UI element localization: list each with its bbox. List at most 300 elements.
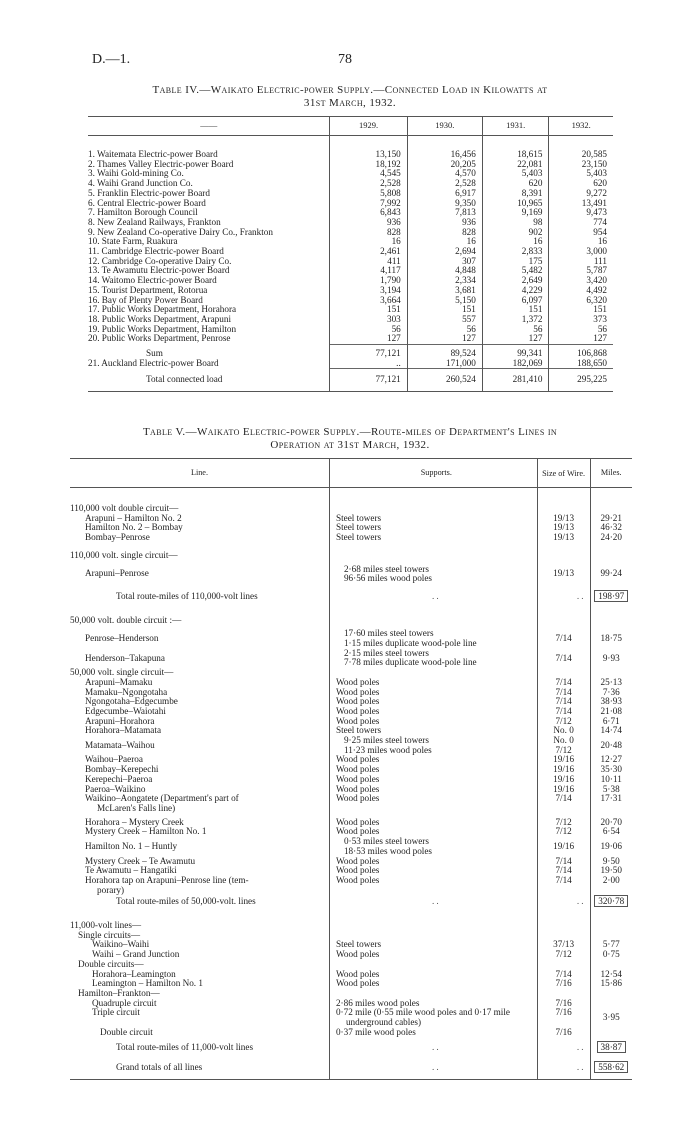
table5-supports: 2·86 miles wood poles xyxy=(329,999,537,1009)
table4-cell: 16 xyxy=(549,237,613,247)
table5-supports: Wood poles xyxy=(329,678,537,688)
table5-supports: Steel towers xyxy=(329,940,537,950)
table5-wire-size: 19/16 xyxy=(537,785,590,795)
table4-cell: 23,150 xyxy=(549,160,613,170)
table4-cell: 3,194 xyxy=(330,286,407,296)
table4-cell: 936 xyxy=(330,218,407,228)
leader-dots: .. xyxy=(576,896,586,907)
table5-line-name: Quadruple circuit xyxy=(92,997,157,1008)
table4-cell: 16 xyxy=(407,237,482,247)
table4-row xyxy=(88,334,613,344)
table5-line-name: Mystery Creek – Hamilton No. 1 xyxy=(85,826,207,837)
table5-line-name: Horahora – Mystery Creek xyxy=(85,816,184,827)
table5-miles: 9·50 xyxy=(590,857,632,867)
table5-wire-part: No. 0 xyxy=(553,735,574,746)
table5-section-label: Hamilton–Frankton— xyxy=(78,987,160,998)
table5-miles: 20·48 xyxy=(590,736,632,755)
table4-row-label: 4. Waihi Grand Junction Co. xyxy=(88,178,193,189)
table5-line-part: porary) xyxy=(97,884,125,895)
table5-supports: Wood poles xyxy=(329,979,537,989)
table5-wire-size: 19/16 xyxy=(537,755,590,765)
table5-empty-cell xyxy=(329,584,537,608)
table5-miles: 5·77 xyxy=(590,940,632,950)
table5-empty-cell xyxy=(537,1057,590,1079)
table4-cell: 1,790 xyxy=(330,276,407,286)
table5-line-name: Double circuit xyxy=(100,1026,153,1037)
table5-wire-size: 7/14 xyxy=(537,649,590,668)
leader-dots: .. xyxy=(432,896,441,907)
table5-empty-cell xyxy=(329,608,537,626)
table5-wire-size: 7/16 xyxy=(537,999,590,1009)
table4-cell: 9,169 xyxy=(482,208,549,218)
table5-miles: 99·24 xyxy=(590,561,632,584)
table5-miles: 12·54 xyxy=(590,970,632,980)
table4-row-label: 6. Central Electric-power Board xyxy=(88,197,206,208)
table4-row-label: 19. Public Works Department, Hamilton xyxy=(88,323,237,334)
table5-line-name: Arapuni–Penrose xyxy=(85,568,149,579)
table4-cell: 151 xyxy=(330,305,407,315)
table5-empty-cell xyxy=(537,911,590,931)
table5-miles: 25·13 xyxy=(590,678,632,688)
table4-cell: 2,833 xyxy=(482,247,549,257)
table5-line-part: Horahora tap on Arapuni–Penrose line (tem- xyxy=(85,874,249,885)
table4-row-label: 9. New Zealand Co-operative Dairy Co., Frankton xyxy=(88,226,273,237)
table5-row xyxy=(70,794,632,813)
table5-line-name: Waikino–Waihi xyxy=(92,939,150,950)
table4-cell: 3,000 xyxy=(549,247,613,257)
table5-line-name: Hamilton No. 1 – Huntly xyxy=(85,840,178,851)
table5-empty-cell xyxy=(537,608,590,626)
table4-row xyxy=(88,136,613,160)
table5-empty-cell xyxy=(329,1057,537,1079)
table5-total-row xyxy=(70,1057,632,1079)
table5-miles: 9·93 xyxy=(590,649,632,668)
table5-row xyxy=(70,950,632,960)
table5-section-label: Single circuits— xyxy=(78,929,141,940)
table4-cell: 411 xyxy=(330,257,407,267)
table5-wire-size: 19/13 xyxy=(537,533,590,543)
table4-row-label: 2. Thames Valley Electric-power Board xyxy=(88,158,234,169)
table4-row-label: 1. Waitemata Electric-power Board xyxy=(88,149,218,159)
table4-cell: 4,545 xyxy=(330,169,407,179)
table5-total-label: Grand totals of all lines xyxy=(70,1057,329,1079)
table4-cell: 127 xyxy=(549,334,613,344)
table4-sum-row xyxy=(88,345,613,359)
table4-cell: 954 xyxy=(549,228,613,238)
table5-line-name: Waihou–Paeroa xyxy=(85,754,143,765)
table5-wire-size: 19/13 xyxy=(537,523,590,533)
table5-empty-cell xyxy=(537,1037,590,1057)
table4-cell: 171,000 xyxy=(407,359,482,369)
table5-line-name: Te Awamutu – Hangatiki xyxy=(85,865,177,876)
table5-section-label: 110,000 volt double circuit— xyxy=(70,503,179,513)
table5-supports-part: underground cables) xyxy=(345,1017,422,1028)
table4-cell: 2,649 xyxy=(482,276,549,286)
table4-row-label: 8. New Zealand Railways, Frankton xyxy=(88,216,221,227)
page-code: D.—1. xyxy=(92,52,131,67)
table5-empty-cell xyxy=(590,911,632,931)
table5-supports-part: 0·53 miles steel towers xyxy=(343,836,429,847)
table5-miles: 3·95 xyxy=(590,1008,632,1027)
table5-empty-cell xyxy=(537,543,590,561)
table5-line-name: Arapuni – Hamilton No. 2 xyxy=(85,512,182,523)
table4-row-label: 17. Public Works Department, Horahora xyxy=(88,304,237,315)
table4-cell: 106,868 xyxy=(549,345,613,359)
table5-miles: 21·08 xyxy=(590,707,632,717)
table4-year-header: 1929. xyxy=(330,117,407,136)
table4-cell: 151 xyxy=(549,305,613,315)
table4-cell: 936 xyxy=(407,218,482,228)
table5-row xyxy=(70,561,632,584)
table5-supports-part: 9·25 miles steel towers xyxy=(343,735,429,746)
table5-wire-size: 7/14 xyxy=(537,876,590,895)
table5-empty-cell xyxy=(329,911,537,931)
table5-supports-header: Supports. xyxy=(329,459,537,488)
table5-row xyxy=(70,814,632,828)
table5-supports xyxy=(329,837,537,856)
table4-row-label: Total connected load xyxy=(88,369,330,392)
table4-cell: 9,350 xyxy=(407,199,482,209)
leader-dots: .. xyxy=(576,1062,586,1073)
table5-empty-cell xyxy=(537,488,590,514)
table4-cell: 557 xyxy=(407,315,482,325)
table4-cell: 99,341 xyxy=(482,345,549,359)
table5-total-value: 558·62 xyxy=(594,1061,628,1073)
table5-wire-size: 7/12 xyxy=(537,814,590,828)
table4-cell: 20,585 xyxy=(549,136,613,160)
table4-cell: 5,787 xyxy=(549,266,613,276)
table5-miles-header: Miles. xyxy=(590,459,632,488)
table5-supports: Wood poles xyxy=(329,785,537,795)
table5-miles: 29·21 xyxy=(590,514,632,524)
table5-supports: 0·37 mile wood poles xyxy=(329,1028,537,1038)
table4-cell: 9,473 xyxy=(549,208,613,218)
table5-wire-size: 19/16 xyxy=(537,765,590,775)
table4-cell: 5,150 xyxy=(407,296,482,306)
table5-wire-size: 7/14 xyxy=(537,857,590,867)
table5-wire-header: Size of Wire. xyxy=(537,459,590,488)
table5-miles: 0·75 xyxy=(590,950,632,960)
table5-miles: 24·20 xyxy=(590,533,632,543)
table5-line-name: Paeroa–Waikino xyxy=(85,783,146,794)
table5-body xyxy=(70,488,632,1080)
table5-supports-part: 7·78 miles duplicate wood-pole line xyxy=(343,657,477,668)
table5-total-miles xyxy=(590,895,632,911)
table5-line-name xyxy=(70,876,329,895)
table4-cell: 620 xyxy=(482,179,549,189)
table5-wire-size: 7/14 xyxy=(537,794,590,813)
table5-line-name: Mystery Creek – Te Awamutu xyxy=(85,855,196,866)
table4-cell: 4,492 xyxy=(549,286,613,296)
table5-total-row xyxy=(70,1037,632,1057)
table5-miles: 6·71 xyxy=(590,717,632,727)
table5-wire-size: 37/13 xyxy=(537,940,590,950)
table5-row xyxy=(70,736,632,755)
table5-total-miles xyxy=(590,584,632,608)
table4-cell: 127 xyxy=(407,334,482,344)
table4-cell: 56 xyxy=(330,325,407,335)
table4-cell: 6,320 xyxy=(549,296,613,306)
table5-line-name: Ngongotaha–Edgecumbe xyxy=(85,696,178,707)
table5-miles: 14·74 xyxy=(590,726,632,736)
table4-cell: 5,482 xyxy=(482,266,549,276)
table4-cell: 18,192 xyxy=(330,160,407,170)
table5-line-name: Penrose–Henderson xyxy=(85,633,159,644)
table4-row-label: 11. Cambridge Electric-power Board xyxy=(88,246,224,257)
table5-line-header: Line. xyxy=(70,459,329,488)
table4-row-label: 20. Public Works Department, Penrose xyxy=(88,333,231,344)
table5-line-name: Henderson–Takapuna xyxy=(85,652,165,663)
table5-supports: Wood poles xyxy=(329,827,537,837)
table4-cell: 18,615 xyxy=(482,136,549,160)
table5-miles: 2·00 xyxy=(590,876,632,895)
table5-line-name xyxy=(70,794,329,813)
table5-wire-size: 19/13 xyxy=(537,561,590,584)
table5-supports xyxy=(329,736,537,755)
table4-row-label: 7. Hamilton Borough Council xyxy=(88,207,198,218)
table4-cell: 182,069 xyxy=(482,359,549,369)
table4-cell: 2,461 xyxy=(330,247,407,257)
table5-wire-size: No. 0 xyxy=(537,726,590,736)
table5-total-label: Total route-miles of 110,000-volt lines xyxy=(116,590,258,601)
table5-section-heading xyxy=(70,608,632,626)
table5-line-name: Leamington – Hamilton No. 1 xyxy=(92,978,203,989)
table5-row xyxy=(70,533,632,543)
table4-cell: 303 xyxy=(330,315,407,325)
table4-year-header: 1930. xyxy=(407,117,482,136)
table4-cell: 6,917 xyxy=(407,189,482,199)
table5-empty-cell xyxy=(537,895,590,911)
table5-miles: 17·31 xyxy=(590,794,632,813)
table4-cell: 6,843 xyxy=(330,208,407,218)
table5-miles: 6·54 xyxy=(590,827,632,837)
table4-cell: 4,848 xyxy=(407,266,482,276)
table4-cell: 16 xyxy=(482,237,549,247)
table5-supports: Steel towers xyxy=(329,523,537,533)
table5-supports-part: 2·68 miles steel towers xyxy=(343,563,429,574)
table4-cell: 2,528 xyxy=(330,179,407,189)
table4-cell: 2,694 xyxy=(407,247,482,257)
table5-empty-cell xyxy=(590,543,632,561)
table4-title-line2: 31st March, 1932. xyxy=(303,97,397,109)
table5-miles: 18·75 xyxy=(590,625,632,648)
leader-dots: .. xyxy=(432,590,441,601)
table5-line-name: Mamaku–Ngongotaha xyxy=(85,686,168,697)
table5-supports: Wood poles xyxy=(329,866,537,876)
table5-miles xyxy=(590,1028,632,1038)
table5-empty-cell xyxy=(590,608,632,626)
table4-cell: 3,681 xyxy=(407,286,482,296)
leader-dots: .. xyxy=(432,1042,441,1053)
table5-section-heading xyxy=(70,543,632,561)
table4-stub-header: —— xyxy=(88,117,330,136)
table5-total-value: 38·87 xyxy=(597,1041,626,1053)
table4-cell: 7,992 xyxy=(330,199,407,209)
table5-empty-cell xyxy=(537,584,590,608)
table4-cell: 77,121 xyxy=(330,345,407,359)
table5-section-heading xyxy=(70,911,632,931)
table5-total-miles xyxy=(590,1037,632,1057)
table5-wire-size: 19/16 xyxy=(537,775,590,785)
table5-wire-size: 7/16 xyxy=(537,979,590,989)
table5-wire-size: 7/14 xyxy=(537,697,590,707)
table5-supports: Wood poles xyxy=(329,950,537,960)
table4-cell: 4,570 xyxy=(407,169,482,179)
table5-supports-part: 1·15 miles duplicate wood-pole line xyxy=(343,638,477,649)
table4-title-line1: Table IV.—Waikato Electric-power Supply.—Connected Load in Kilowatts at xyxy=(152,84,548,96)
table5-line-name: Matamata–Waihou xyxy=(85,739,155,750)
table4-cell: 13,491 xyxy=(549,199,613,209)
table4-cell: 8,391 xyxy=(482,189,549,199)
table4-cell: 16,456 xyxy=(407,136,482,160)
table4-cell: 620 xyxy=(549,179,613,189)
table5-total-value: 320·78 xyxy=(594,895,628,907)
table5-supports: Wood poles xyxy=(329,688,537,698)
leader-dots: .. xyxy=(432,1062,441,1073)
table5-section-heading xyxy=(70,488,632,514)
table4-cell: 77,121 xyxy=(330,369,407,392)
table5-supports xyxy=(329,1008,537,1027)
table5-row xyxy=(70,876,632,895)
table5-line-name: Kerepechi–Paeroa xyxy=(85,773,153,784)
table4-row-label: 18. Public Works Department, Arapuni xyxy=(88,313,232,324)
table5-supports: Wood poles xyxy=(329,876,537,895)
table4-cell: 5,403 xyxy=(482,169,549,179)
table5-supports-part: 0·72 mile (0·55 mile wood poles and 0·17 mile xyxy=(335,1007,510,1018)
table4-row-label: 15. Tourist Department, Rotorua xyxy=(88,284,208,295)
table4-cell: 22,081 xyxy=(482,160,549,170)
table5-title xyxy=(95,426,605,452)
table5-empty-cell xyxy=(329,488,537,514)
table5-supports xyxy=(329,561,537,584)
table5-line-name: Horahora–Matamata xyxy=(85,725,162,736)
table5-empty-cell xyxy=(329,1037,537,1057)
table5-wire-size: 19/13 xyxy=(537,514,590,524)
table5-supports xyxy=(329,649,537,668)
table5-row xyxy=(70,1008,632,1027)
table5-supports xyxy=(329,625,537,648)
table4-row-label: 12. Cambridge Co-operative Dairy Co. xyxy=(88,255,232,266)
table5-row xyxy=(70,837,632,856)
table4-cell: 2,528 xyxy=(407,179,482,189)
table4-cell: 151 xyxy=(482,305,549,315)
page-number: 78 xyxy=(338,52,352,67)
table5-supports-part: 18·53 miles wood poles xyxy=(343,845,432,856)
table5-supports: Wood poles xyxy=(329,717,537,727)
table4-cell: 373 xyxy=(549,315,613,325)
table5-wire-size: 7/16 xyxy=(537,1028,590,1038)
table5-miles: 7·36 xyxy=(590,688,632,698)
table5-wire-size: 7/14 xyxy=(537,707,590,717)
table5-line-name: Edgecumbe–Waiotahi xyxy=(85,705,166,716)
table4-cell: 188,650 xyxy=(549,359,613,369)
table5-miles: 12·27 xyxy=(590,755,632,765)
table5-wire-size: 7/14 xyxy=(537,866,590,876)
table4-cell: 4,229 xyxy=(482,286,549,296)
table4-row-label: 3. Waihi Gold-mining Co. xyxy=(88,168,184,179)
table5-wire-size: 19/16 xyxy=(537,837,590,856)
table4-cell: 98 xyxy=(482,218,549,228)
table5-supports: Steel towers xyxy=(329,533,537,543)
table4-row-label: 21. Auckland Electric-power Board xyxy=(88,357,219,368)
table4-cell: 9,272 xyxy=(549,189,613,199)
table5-section-label: 50,000 volt. single circuit— xyxy=(70,667,174,678)
table5-line-part: Waikino–Aongatete (Department's part of xyxy=(85,793,239,804)
table4-auckland-row xyxy=(88,359,613,369)
table5-miles: 35·30 xyxy=(590,765,632,775)
table5-line-name: Arapuni–Mamaku xyxy=(85,676,153,687)
table5-supports: Wood poles xyxy=(329,970,537,980)
table5-line-part: McLaren's Falls line) xyxy=(97,802,176,813)
table4-cell: 281,410 xyxy=(482,369,549,392)
table4-cell: 260,524 xyxy=(407,369,482,392)
table4-year-header: 1931. xyxy=(482,117,549,136)
table5-total-row xyxy=(70,895,632,911)
table4-cell: 16 xyxy=(330,237,407,247)
table4-cell: 175 xyxy=(482,257,549,267)
leader-dots: .. xyxy=(576,590,586,601)
table5-total-label: Total route-miles of 50,000-volt. lines xyxy=(116,896,256,907)
table5-section-label: 50,000 volt. double circuit :— xyxy=(70,614,182,625)
table5-section-label: 11,000-volt lines— xyxy=(70,920,142,931)
table5-supports: Steel towers xyxy=(329,514,537,524)
table4-cell: 89,524 xyxy=(407,345,482,359)
table4-cell: 56 xyxy=(407,325,482,335)
table5-total-value: 198·97 xyxy=(594,590,628,602)
table5-wire-size xyxy=(537,736,590,755)
table4-cell: 828 xyxy=(330,228,407,238)
table4-row-label: 10. State Farm, Ruakura xyxy=(88,236,178,247)
table4-cell: 5,808 xyxy=(330,189,407,199)
table5-supports: Wood poles xyxy=(329,707,537,717)
table5-wire-size: 7/14 xyxy=(537,625,590,648)
table5-wire-size: 7/14 xyxy=(537,678,590,688)
table5-miles: 20·70 xyxy=(590,814,632,828)
table4-cell: 902 xyxy=(482,228,549,238)
table5-miles: 10·11 xyxy=(590,775,632,785)
table5-supports-part: 96·56 miles wood poles xyxy=(343,573,432,584)
table5-supports: Wood poles xyxy=(329,857,537,867)
table4-cell: 10,965 xyxy=(482,199,549,209)
table5-line-name: Bombay–Penrose xyxy=(85,532,150,543)
table4-cell: 4,117 xyxy=(330,266,407,276)
table4-row-label: 14. Waitomo Electric-power Board xyxy=(88,275,217,286)
table5-miles: 15·86 xyxy=(590,979,632,989)
table5-supports: Wood poles xyxy=(329,794,537,813)
table5-line-name: Bombay–Kerepechi xyxy=(85,764,159,775)
table5-empty-cell xyxy=(329,895,537,911)
table5-row xyxy=(70,649,632,668)
table4-cell: 6,097 xyxy=(482,296,549,306)
table4-cell: 56 xyxy=(549,325,613,335)
table4-cell: 828 xyxy=(407,228,482,238)
table4-cell: 151 xyxy=(407,305,482,315)
table5-line-name: Horahora–Leamington xyxy=(92,968,176,979)
table4-year-header: 1932. xyxy=(549,117,613,136)
table4-row-label: Sum xyxy=(146,347,163,358)
table4-cell: 7,813 xyxy=(407,208,482,218)
table5-supports: Steel towers xyxy=(329,726,537,736)
table4-cell: 1,372 xyxy=(482,315,549,325)
table5-total-miles xyxy=(590,1057,632,1079)
table5-row xyxy=(70,1028,632,1038)
table4-body xyxy=(88,136,613,392)
table4-cell: 307 xyxy=(407,257,482,267)
table4-cell: 3,664 xyxy=(330,296,407,306)
table4-cell: 56 xyxy=(482,325,549,335)
table5-miles: 19·50 xyxy=(590,866,632,876)
table5-title-line1: Table V.—Waikato Electric-power Supply.—Route-miles of Department's Lines in xyxy=(142,426,558,438)
